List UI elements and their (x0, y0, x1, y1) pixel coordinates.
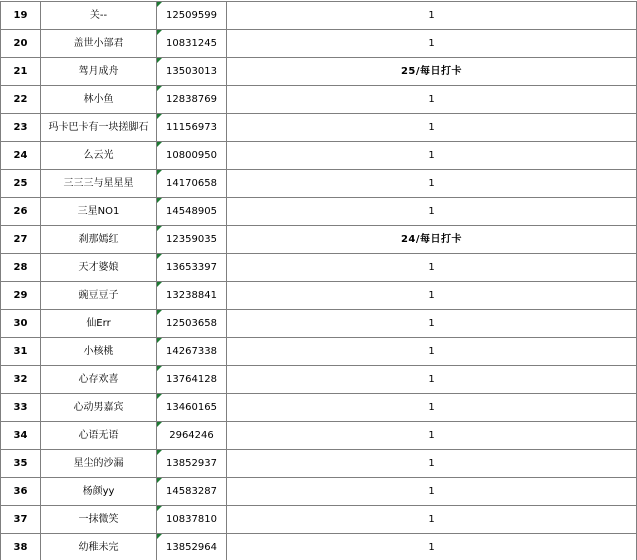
nickname-cell[interactable]: 杨颜yy (41, 478, 157, 506)
user-id-cell[interactable]: 14170658 (157, 170, 227, 198)
nickname-cell[interactable]: 一抹微笑 (41, 506, 157, 534)
nickname-cell[interactable]: 仙Err (41, 310, 157, 338)
ranking-table (0, 1, 637, 560)
table-row (1, 366, 637, 394)
table-row (1, 226, 637, 254)
user-id-cell[interactable]: 2964246 (157, 422, 227, 450)
user-id-cell[interactable]: 14583287 (157, 478, 227, 506)
nickname-cell[interactable]: 玛卡巴卡有一块搓脚石 (41, 114, 157, 142)
rank-cell[interactable]: 20 (1, 30, 41, 58)
rank-cell[interactable]: 21 (1, 58, 41, 86)
user-id-cell[interactable]: 10837810 (157, 506, 227, 534)
user-id-cell[interactable]: 12838769 (157, 86, 227, 114)
nickname-cell[interactable]: 心存欢喜 (41, 366, 157, 394)
user-id-cell[interactable]: 12503658 (157, 310, 227, 338)
value-cell[interactable]: 25/每日打卡 (227, 58, 637, 86)
user-id-cell[interactable]: 13764128 (157, 366, 227, 394)
table-row (1, 170, 637, 198)
value-cell[interactable]: 1 (227, 170, 637, 198)
value-cell[interactable]: 1 (227, 114, 637, 142)
table-row (1, 254, 637, 282)
nickname-cell[interactable]: 心动男嘉宾 (41, 394, 157, 422)
table-row (1, 450, 637, 478)
table-row (1, 310, 637, 338)
table-row (1, 506, 637, 534)
rank-cell[interactable]: 31 (1, 338, 41, 366)
user-id-cell[interactable]: 13503013 (157, 58, 227, 86)
user-id-cell[interactable]: 14267338 (157, 338, 227, 366)
table-row (1, 534, 637, 560)
value-cell[interactable]: 1 (227, 86, 637, 114)
rank-cell[interactable]: 28 (1, 254, 41, 282)
nickname-cell[interactable]: 星尘的沙漏 (41, 450, 157, 478)
table-row (1, 478, 637, 506)
value-cell[interactable]: 1 (227, 142, 637, 170)
rank-cell[interactable]: 34 (1, 422, 41, 450)
table-row (1, 30, 637, 58)
table-row (1, 282, 637, 310)
value-cell[interactable]: 1 (227, 366, 637, 394)
nickname-cell[interactable]: 豌豆豆子 (41, 282, 157, 310)
rank-cell[interactable]: 19 (1, 2, 41, 30)
rank-cell[interactable]: 33 (1, 394, 41, 422)
value-cell[interactable]: 1 (227, 422, 637, 450)
rank-cell[interactable]: 27 (1, 226, 41, 254)
rank-cell[interactable]: 24 (1, 142, 41, 170)
table-row (1, 2, 637, 30)
user-id-cell[interactable]: 13653397 (157, 254, 227, 282)
rank-cell[interactable]: 32 (1, 366, 41, 394)
nickname-cell[interactable]: 天才婆娘 (41, 254, 157, 282)
rank-cell[interactable]: 26 (1, 198, 41, 226)
nickname-cell[interactable]: 小核桃 (41, 338, 157, 366)
table-row (1, 338, 637, 366)
nickname-cell[interactable]: 幼稚未完 (41, 534, 157, 560)
user-id-cell[interactable]: 11156973 (157, 114, 227, 142)
value-cell[interactable]: 1 (227, 506, 637, 534)
table-row (1, 86, 637, 114)
user-id-cell[interactable]: 13238841 (157, 282, 227, 310)
table-row (1, 198, 637, 226)
value-cell[interactable]: 1 (227, 30, 637, 58)
nickname-cell[interactable]: 么云光 (41, 142, 157, 170)
nickname-cell[interactable]: 驾月成舟 (41, 58, 157, 86)
table-body (1, 2, 637, 560)
table-row (1, 142, 637, 170)
value-cell[interactable]: 1 (227, 394, 637, 422)
rank-cell[interactable]: 36 (1, 478, 41, 506)
nickname-cell[interactable]: 关-- (41, 2, 157, 30)
user-id-cell[interactable]: 12359035 (157, 226, 227, 254)
table-row (1, 58, 637, 86)
value-cell[interactable]: 1 (227, 478, 637, 506)
value-cell[interactable]: 1 (227, 450, 637, 478)
value-cell[interactable]: 1 (227, 254, 637, 282)
rank-cell[interactable]: 35 (1, 450, 41, 478)
user-id-cell[interactable]: 13852964 (157, 534, 227, 560)
nickname-cell[interactable]: 刹那嫣红 (41, 226, 157, 254)
rank-cell[interactable]: 30 (1, 310, 41, 338)
nickname-cell[interactable]: 心语无语 (41, 422, 157, 450)
value-cell[interactable]: 24/每日打卡 (227, 226, 637, 254)
user-id-cell[interactable]: 10831245 (157, 30, 227, 58)
nickname-cell[interactable]: 三星NO1 (41, 198, 157, 226)
nickname-cell[interactable]: 三三三与星星星 (41, 170, 157, 198)
value-cell[interactable]: 1 (227, 198, 637, 226)
value-cell[interactable]: 1 (227, 2, 637, 30)
value-cell[interactable]: 1 (227, 338, 637, 366)
value-cell[interactable]: 1 (227, 282, 637, 310)
user-id-cell[interactable]: 13852937 (157, 450, 227, 478)
table-row (1, 114, 637, 142)
rank-cell[interactable]: 22 (1, 86, 41, 114)
rank-cell[interactable]: 37 (1, 506, 41, 534)
user-id-cell[interactable]: 10800950 (157, 142, 227, 170)
table-row (1, 394, 637, 422)
user-id-cell[interactable]: 12509599 (157, 2, 227, 30)
rank-cell[interactable]: 38 (1, 534, 41, 560)
user-id-cell[interactable]: 14548905 (157, 198, 227, 226)
value-cell[interactable]: 1 (227, 534, 637, 560)
nickname-cell[interactable]: 盖世小部君 (41, 30, 157, 58)
nickname-cell[interactable]: 林小鱼 (41, 86, 157, 114)
rank-cell[interactable]: 29 (1, 282, 41, 310)
table-row (1, 422, 637, 450)
rank-cell[interactable]: 23 (1, 114, 41, 142)
user-id-cell[interactable]: 13460165 (157, 394, 227, 422)
value-cell[interactable]: 1 (227, 310, 637, 338)
rank-cell[interactable]: 25 (1, 170, 41, 198)
